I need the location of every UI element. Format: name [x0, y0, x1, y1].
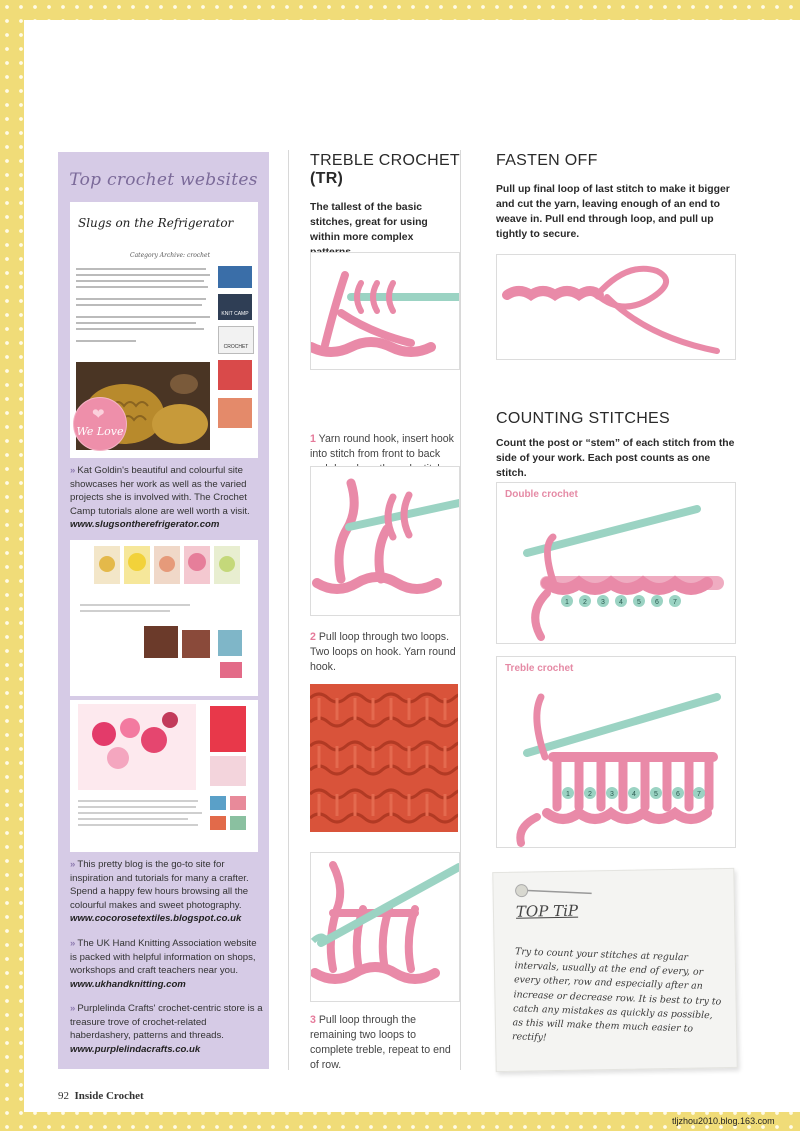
- treble-step-3: [310, 1013, 456, 1073]
- step-text: Yarn round hook, insert hook into stitch from front to back: [310, 433, 454, 460]
- stitch-number: 5: [637, 599, 641, 606]
- we-love-label: We Love: [76, 425, 124, 438]
- stitch-number: 3: [610, 791, 614, 798]
- step-number: 2: [310, 631, 316, 643]
- page-footer: [58, 1090, 144, 1102]
- column-divider-right: [460, 150, 461, 1070]
- sidebar-title: Top crochet websites: [69, 170, 258, 190]
- counting-title: COUNTING STITCHES: [496, 410, 670, 427]
- step-text: Pull loop through the remaining two loops to complete treble, repeat to end of row.: [310, 1014, 451, 1071]
- double-crochet-figure: [496, 482, 736, 644]
- treble-step2-illustration: [310, 466, 460, 616]
- sidebar-entry-url[interactable]: www.slugsontherefrigerator.com: [70, 519, 220, 531]
- screenshot-knit-camp-badge: KNIT CAMP: [218, 294, 252, 320]
- sidebar-entry-text: This pretty blog is the go-to site for inspiration and tutorials for many a crafter. Spend a happy few hours browsing all the colourful makes and sweet photography.: [70, 859, 249, 911]
- sidebar-entry-3: [70, 937, 264, 991]
- treble-step3-illustration: [310, 852, 460, 1002]
- heart-icon: ❤: [92, 406, 105, 423]
- top-tip-title: TOP TiP: [515, 901, 579, 921]
- arrow-icon: »: [70, 1003, 76, 1014]
- stitch-number: 4: [619, 599, 623, 606]
- step3-yarn-graphic: [311, 853, 459, 1001]
- treble-title-line2: (TR): [310, 170, 344, 187]
- pin-icon: [513, 879, 593, 900]
- treble-swatch-photo: [310, 684, 458, 832]
- magazine-name: Inside Crochet: [74, 1090, 144, 1102]
- screenshot-crochet-camp-badge: CROCHET: [218, 326, 254, 354]
- we-love-badge: [74, 398, 126, 450]
- screenshot-side-photo-1: [218, 360, 252, 390]
- screenshot-text-lines: [76, 264, 214, 354]
- double-crochet-graphic: [497, 483, 735, 643]
- fasten-off-yarn-graphic: [497, 255, 735, 359]
- screenshot-purplelinda-graphic: [70, 700, 258, 852]
- stitch-number: 4: [632, 791, 636, 798]
- screenshot-post-title: Category Archive: crochet: [130, 252, 210, 259]
- screenshot-blog-header: Slugs on the Refrigerator: [78, 216, 234, 230]
- treble-intro: The tallest of the basic stitches, great for using within more complex: [310, 202, 428, 243]
- stitch-number: 7: [673, 599, 677, 606]
- treble-crochet-figure: [496, 656, 736, 848]
- stitch-number: 2: [583, 599, 587, 606]
- stitch-number: 5: [654, 791, 658, 798]
- top-tip-card: [492, 868, 737, 1072]
- sidebar-entry-text: Kat Goldin's beautiful and colourful site showcases her work as well as the varied projects she is involved with. The Crochet Camp tutorials alone are well worth a visit.: [70, 465, 250, 517]
- website-screenshot-cocorose: [70, 540, 258, 696]
- step-number: 1: [310, 433, 316, 445]
- double-crochet-label: Double crochet: [505, 489, 578, 500]
- sidebar-entry-url[interactable]: www.purplelindacrafts.co.uk: [70, 1043, 201, 1055]
- screenshot-cocorose-graphic: [70, 540, 258, 696]
- treble-crochet-label: Treble crochet: [505, 663, 574, 674]
- sidebar-entry-1: [70, 464, 264, 532]
- stitch-number: 7: [697, 791, 701, 798]
- swatch-texture: [310, 684, 458, 832]
- stitch-number: 6: [676, 791, 680, 798]
- stitch-number: 6: [655, 599, 659, 606]
- treble-title-line1: TREBLE CROCHET: [310, 152, 460, 169]
- sidebar-entry-2: [70, 858, 264, 926]
- step-text: Pull loop through two loops. Two loops on hook. Yarn round hook.: [310, 631, 456, 673]
- treble-step1-illustration: [310, 252, 460, 370]
- magazine-page: [24, 20, 800, 1112]
- fasten-off-intro: Pull up final loop of last stitch to make it bigger and cut the yarn, leaving enough of an end to weave in. Pull end through loop, and pull up tightly to secure.: [496, 184, 730, 240]
- sidebar-entry-text: The UK Hand Knitting Association website is packed with helpful information on shops, workshops and craft teachers near you.: [70, 938, 257, 977]
- arrow-icon: »: [70, 859, 76, 870]
- arrow-icon: »: [70, 938, 76, 949]
- stitch-number: 2: [588, 791, 592, 798]
- fasten-off-title: FASTEN OFF: [496, 152, 598, 169]
- screenshot-side-badge-1: [218, 266, 252, 288]
- fasten-off-illustration: [496, 254, 736, 360]
- arrow-icon: »: [70, 465, 76, 476]
- sidebar-entry-url[interactable]: www.cocorosetextiles.blogspot.co.uk: [70, 913, 242, 925]
- watermark-credit: tljzhou2010.blog.163.com: [672, 1116, 775, 1126]
- column-divider-left: [288, 150, 289, 1070]
- top-tip-body: Try to count your stitches at regular intervals, usually at the end of every, or every other, row and especially after an increase or decrease row. It is best to try to catch any mistakes as quickly as possible, as this will make them much easier to rectify!: [511, 946, 722, 1044]
- step1-yarn-graphic: [311, 253, 459, 369]
- sidebar-entry-text: Purplelinda Crafts' crochet-centric store is a treasure trove of crochet-related haberdashery, patterns and threads.: [70, 1003, 263, 1042]
- stitch-number: 1: [565, 599, 569, 606]
- treble-title: [310, 152, 460, 188]
- sidebar-entry-url[interactable]: www.ukhandknitting.com: [70, 978, 186, 990]
- screenshot-side-photo-2: [218, 398, 252, 428]
- page-number: 92: [58, 1090, 69, 1102]
- step2-yarn-graphic: [311, 467, 459, 615]
- stitch-number: 1: [566, 791, 570, 798]
- stitch-number: 3: [601, 599, 605, 606]
- website-screenshot-purplelinda: [70, 700, 258, 852]
- treble-crochet-graphic: [497, 657, 735, 847]
- sidebar-entry-4: [70, 1002, 264, 1056]
- counting-intro: Count the post or “stem” of each stitch from the side of your work. Each post counts as one stitch.: [496, 438, 735, 479]
- step-number: 3: [310, 1014, 316, 1026]
- sidebar-top-websites: [58, 152, 269, 1069]
- treble-step-2: [310, 630, 456, 675]
